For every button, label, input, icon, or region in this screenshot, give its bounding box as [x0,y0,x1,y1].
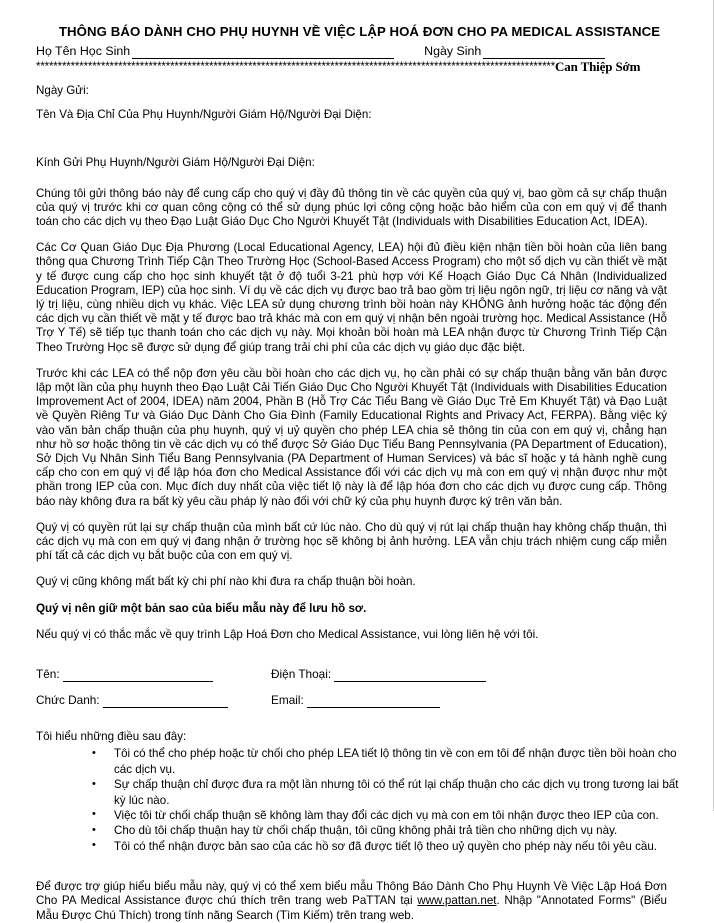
contact-title-input[interactable] [103,696,228,708]
salutation: Kính Gửi Phụ Huynh/Người Giám Hộ/Người Đại Diện: [36,156,315,170]
paragraph-purpose: Chúng tôi gửi thông báo này để cung cấp cho quý vị đầy đủ thông tin về các quyền của quý vị, bao gồm cả sự chấp thuận của quý vị trước khi cơ quan công cộng có thể sử dụng phúc lợi công cộng hoặc bảo hiểm của con em quý vị để thanh toán cho các dịch vụ theo Đạo Luật Giáo Dục Cho Người Khuyết Tật (Individuals with Disabilities Education Act, IDEA). [36,186,667,229]
asterisk-separator-row [36,60,683,74]
contact-email-label: Email: [271,693,304,708]
contact-form-row-2 [36,688,683,708]
list-item: • Cho dù tôi chấp thuận hay từ chối chấp thuận, tôi cũng không phải trả tiền cho những dịch vụ này. [92,823,683,838]
contact-name-cell [36,666,271,682]
paragraph-lea-reimbursement: Các Cơ Quan Giáo Dục Địa Phương (Local Educational Agency, LEA) hội đủ điều kiện nhận tiền bồi hoàn của liên bang thông qua Chương Trình Tiếp Cận Theo Trường Học (School-Based Access Program) cho một số dịch vụ cần thiết về mặt y tế được cung cấp cho học sinh khuyết tật ở độ tuổi 3-21 phù hợp với Kế Hoạch Giáo Dục Cá Nhân (Individualized Education Program, IEP) của học sinh. Ví dụ về các dịch vụ được bao trả bao gồm trị liệu ngôn ngữ, trị liệu cơ năng và vật lý trị liệu, cùng nhiều dịch vụ khác. Việc LEA sử dụng chương trình bồi hoàn này KHÔNG ảnh hưởng hoặc tác động đến các dịch vụ cần thiết về mặt y tế được bao trả khác mà con em quý vị nhận bên ngoài trường học. Medical Assistance (Hỗ Trợ Y Tế) sẽ tiếp tục thanh toán cho các dịch vụ này. Mọi khoản bồi hoàn mà LEA nhận được từ Chương Trình Tiếp Cận Theo Trường Học sẽ được sử dụng để giúp trang trải chi phí của các dịch vụ giáo dục đặc biệt. [36,241,667,354]
date-of-birth-label: Ngày Sinh [424,44,482,58]
page-title: THÔNG BÁO DÀNH CHO PHỤ HUYNH VỀ VIỆC LẬP HOÁ ĐƠN CHO PA MEDICAL ASSISTANCE [58,24,661,39]
contact-phone-cell [271,666,486,682]
date-of-birth-field[interactable] [483,47,605,59]
contact-email-input[interactable] [307,696,440,708]
paragraph-contact-questions: Nếu quý vị có thắc mắc về quy trình Lập Hoá Đơn cho Medical Assistance, vui lòng liên hệ với tôi. [36,627,539,641]
student-name-label: Họ Tên Học Sinh [36,44,131,58]
asterisk-separator: ************************************************************************************************************************ [36,61,556,73]
footer-help-text [36,880,683,923]
contact-email-cell [271,692,440,708]
contact-phone-input[interactable] [334,670,486,682]
footer-text-part2: . Nhập "Annotated Forms" (Biểu Mẫu Được Chú Thích) trong tính năng Search (Tìm Kiếm) trên trang web. [36,894,667,922]
contact-form-row-1 [36,662,683,682]
early-intervention-label: Can Thiệp Sớm [555,59,641,74]
paragraph-no-cost: Quý vị cũng không mất bất kỳ chi phí nào khi đưa ra chấp thuận bồi hoàn. [36,575,416,589]
paragraph-withdraw-consent: Quý vị có quyền rút lại sự chấp thuận của mình bất cứ lúc nào. Cho dù quý vị rút lại chấp thuận hay không chấp thuận, thì các dịch vụ mà con em quý vị đang nhận ở trường học sẽ không bị ảnh hưởng. LEA vẫn chịu trách nhiệm cung cấp miễn phí tất cả các dịch vụ bắt buộc của con em quý vị. [36,520,667,563]
list-item: • Sự chấp thuận chỉ được đưa ra một lần nhưng tôi có thể rút lại chấp thuận cho các dịch vụ trong tương lai bất kỳ lúc nào. [92,777,683,808]
student-identification-row [36,44,683,59]
paragraph-keep-copy: Quý vị nên giữ một bản sao của biểu mẫu này để lưu hồ sơ. [36,601,367,615]
understanding-list [36,746,683,854]
understanding-heading: Tôi hiểu những điều sau đây: [36,730,187,744]
contact-form [36,662,683,708]
list-item: • Việc tôi từ chối chấp thuận sẽ không làm thay đổi các dịch vụ mà con em tôi nhận được theo IEP của con. [92,808,683,823]
student-name-field[interactable] [132,47,394,59]
contact-name-input[interactable] [63,670,213,682]
list-item: • Tôi có thể cho phép hoặc từ chối cho phép LEA tiết lộ thông tin về con em tôi để nhận được tiền bồi hoàn cho các dịch vụ. [92,746,683,777]
parent-name-address-label: Tên Và Địa Chỉ Của Phụ Huynh/Người Giám Hộ/Người Đại Diện: [36,108,372,122]
contact-phone-label: Điện Thoại: [271,667,332,682]
footer-text-part1: Để được trợ giúp hiểu biểu mẫu này, quý vị có thể xem biểu mẫu Thông Báo Dành Cho Phụ Huynh Về Việc Lập Hoá Đơn Cho PA Medical Assistance được chú thích trên trang web PaTTAN tại [36,880,667,908]
pattan-website-link[interactable]: www.pattan.net [417,894,497,908]
contact-title-cell [36,692,271,708]
contact-name-label: Tên: [36,667,60,682]
list-item: • Tôi có thể nhận được bản sao của các hồ sơ đã được tiết lộ theo uỷ quyền cho phép này nếu tôi yêu cầu. [92,839,683,854]
contact-title-label: Chức Danh: [36,693,100,708]
paragraph-consent-requirements: Trước khi các LEA có thể nộp đơn yêu cầu bồi hoàn cho các dịch vụ, họ cần phải có sự chấp thuận bằng văn bản được lập một lần của phụ huynh theo Đạo Luật Cải Tiến Giáo Dục Cho Người Khuyết Tật (Individuals with Disabilities Education Improvement Act of 2004, IDEA) năm 2004, Phần B (Hỗ Trợ Các Tiểu Bang về Giáo Dục Trẻ Em Khuyết Tật) và Đạo Luật về Quyền Riêng Tư và Giáo Dục Dành Cho Gia Đình (Family Educational Rights and Privacy Act, FERPA). Bằng việc ký vào văn bản chấp thuận của phụ huynh, quý vị uỷ quyền cho phép LEA chia sẻ thông tin của con em quý vị, chẳng hạn như hồ sơ hoặc thông tin về các dịch vụ có thể được Sở Giáo Dục Tiểu Bang Pennsylvania (PA Department of Education), Sở Dịch Vụ Nhân Sinh Tiểu Bang Pennsylvania (PA Department of Human Services) và bác sĩ hoặc y tá hành nghề cung cấp cho con em quý vị để lập hóa đơn cho Medical Assistance đối với các dịch vụ mà con em quý vị nhận được như một phần trong IEP của con. Mục đích duy nhất của việc tiết lộ này là để lập hóa đơn cho các dịch vụ được cung cấp. Thông báo này không đưa ra bất kỳ yêu cầu pháp lý nào đối với chữ ký của phụ huynh được ký trên văn bản. [36,366,667,508]
date-sent-label: Ngày Gửi: [36,84,89,97]
